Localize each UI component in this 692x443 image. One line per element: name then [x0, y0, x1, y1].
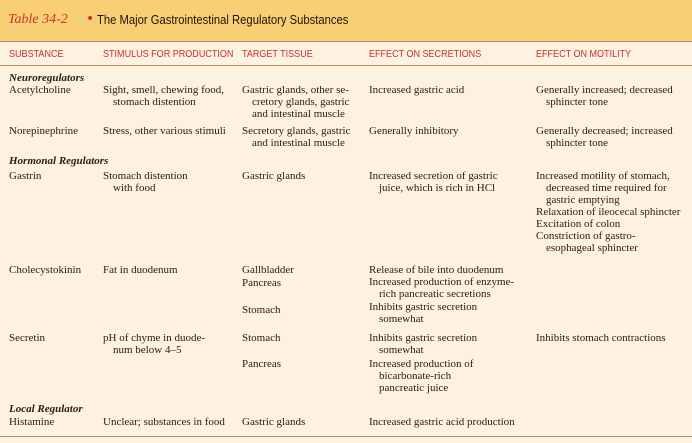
cell-cholecystokinin-stimulus: Fat in duodenum: [103, 264, 178, 276]
cell-norepinephrine-target: Secretory glands, gastric and intestinal muscle: [242, 125, 351, 149]
header-substance: SUBSTANCE: [9, 48, 64, 60]
cell-acetylcholine-substance: Acetylcholine: [9, 84, 71, 96]
cell-secretin-target-stomach: Stomach: [242, 332, 281, 344]
cell-cholecystokinin-secretion: Release of bile into duodenum Increased production of enzyme- rich pancreatic secretions Inhibits gastric secretion somewhat: [369, 264, 515, 325]
cell-acetylcholine-target: Gastric glands, other se- cretory glands, gastric and intestinal muscle: [242, 84, 350, 120]
cell-histamine-substance: Histamine: [9, 416, 55, 428]
cell-secretin-target-pancreas: Pancreas: [242, 358, 282, 370]
table-number: Table 34-2: [8, 12, 68, 27]
cell-histamine-secretion: Increased gastric acid production: [369, 416, 515, 428]
section-hormonal-regulators: Hormonal Regulators: [9, 155, 109, 167]
cell-cholecystokinin-target-stomach: Stomach: [242, 304, 281, 316]
cell-acetylcholine-secretion: Increased gastric acid: [369, 84, 465, 96]
cell-acetylcholine-motility: Generally increased; decreased sphincter tone: [536, 84, 673, 108]
cell-secretin-substance: Secretin: [9, 332, 46, 344]
header-motility: EFFECT ON MOTILITY: [536, 48, 632, 60]
cell-gastrin-stimulus: Stomach distention with food: [103, 170, 188, 194]
table-title-bar: [0, 0, 692, 42]
section-neuroregulators: Neuroregulators: [9, 72, 85, 84]
cell-histamine-stimulus: Unclear; substances in food: [103, 416, 225, 428]
header-rule: [0, 65, 692, 66]
cell-secretin-secretion: Inhibits gastric secretion somewhat Increased production of bicarbonate-rich pancreatic juice: [369, 332, 478, 394]
header-secretions: EFFECT ON SECRETIONS: [369, 48, 482, 60]
cell-gastrin-target: Gastric glands: [242, 170, 306, 182]
cell-histamine-target: Gastric glands: [242, 416, 306, 428]
table-title: The Major Gastrointestinal Regulatory Substances: [97, 13, 349, 27]
bottom-rule: [0, 436, 692, 437]
cell-norepinephrine-substance: Norepinephrine: [9, 125, 79, 137]
cell-norepinephrine-motility: Generally decreased; increased sphincter tone: [536, 125, 673, 149]
cell-acetylcholine-stimulus: Sight, smell, chewing food, stomach distention: [103, 84, 224, 108]
section-local-regulator: Local Regulator: [9, 403, 83, 415]
cell-norepinephrine-secretion: Generally inhibitory: [369, 125, 459, 137]
title-bullet: •: [86, 11, 95, 27]
cell-gastrin-secretion: Increased secretion of gastric juice, which is rich in HCl: [369, 170, 498, 194]
header-target: TARGET TISSUE: [242, 48, 313, 60]
cell-cholecystokinin-target-gallbladder: Gallbladder: [242, 264, 294, 276]
header-stimulus: STIMULUS FOR PRODUCTION: [103, 48, 234, 60]
cell-cholecystokinin-substance: Cholecystokinin: [9, 264, 82, 276]
cell-secretin-motility: Inhibits stomach contractions: [536, 332, 666, 344]
cell-gastrin-motility: Increased motility of stomach, decreased time required for gastric emptying Relaxation of ileocecal sphincter Excitation of colon Constriction of gastro- esophageal sphincter: [536, 170, 681, 254]
cell-cholecystokinin-target-pancreas: Pancreas: [242, 277, 282, 289]
title-rule: [0, 41, 692, 42]
cell-gastrin-substance: Gastrin: [9, 170, 42, 182]
cell-secretin-stimulus: pH of chyme in duode- num below 4–5: [103, 332, 206, 356]
cell-norepinephrine-stimulus: Stress, other various stimuli: [103, 125, 226, 137]
